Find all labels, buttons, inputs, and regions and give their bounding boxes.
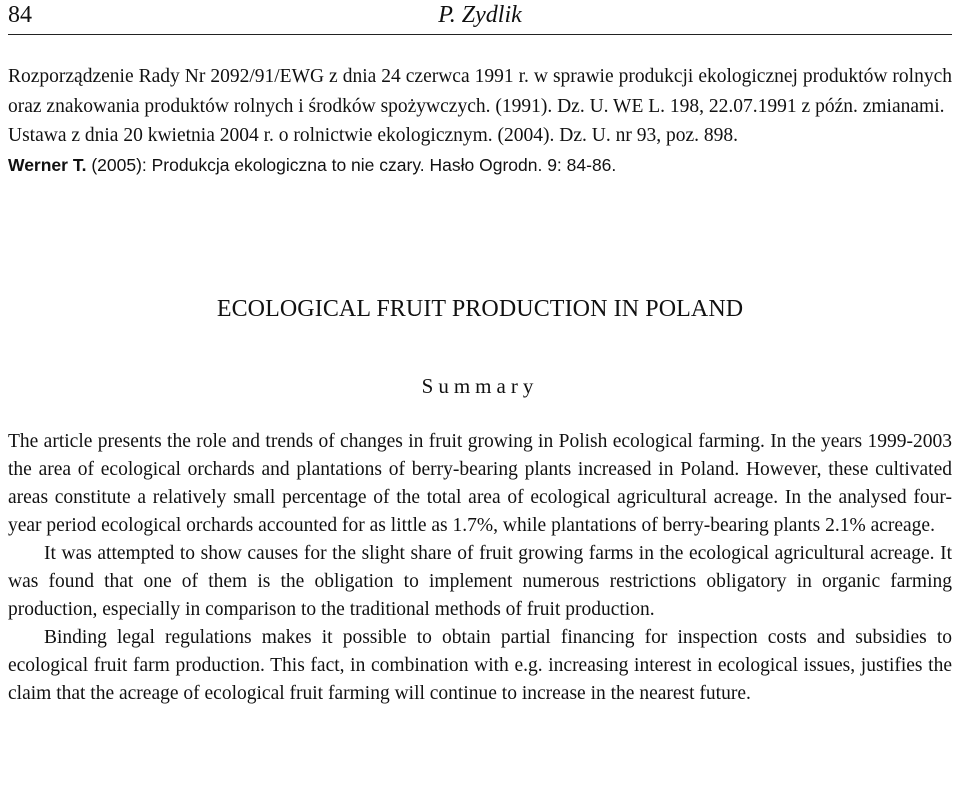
reference-text: Rozporządzenie Rady Nr 2092/91/EWG z dnia 24 czerwca 1991 r. w sprawie produkcji ekologicznej produktów rolnych oraz znakowania produktów rolnych i środków spożywczych. (1991). Dz. U. WE L. 198, 22.07.1991 z późn. zmianami.	[8, 66, 952, 117]
summary-heading: Summary	[421, 374, 539, 398]
summary-body	[8, 428, 952, 708]
running-head: P. Zydlik	[438, 2, 522, 28]
reference-text: Ustawa z dnia 20 kwietnia 2004 r. o rolnictwie ekologicznym. (2004). Dz. U. nr 93, poz. 898.	[8, 125, 739, 146]
page-number: 84	[8, 2, 32, 28]
page-header	[8, 0, 952, 35]
summary-paragraph: The article presents the role and trends of changes in fruit growing in Polish ecological farming. In the years 1999-2003 the area of ecological orchards and plantations of berry-bearing plants increased in Poland. However, these cultivated areas constitute a relatively small percentage of the total area of ecological agricultural acreage. In the analysed four-year period ecological orchards accounted for as little as 1.7%, while plantations of berry-bearing plants 2.1% acreage.	[8, 431, 952, 536]
reference-item	[8, 151, 952, 181]
summary-paragraph: It was attempted to show causes for the slight share of fruit growing farms in the ecological agricultural acreage. It was found that one of them is the obligation to implement numerous restrictions obligatory in organic farming production, especially in comparison to the traditional methods of fruit production.	[8, 543, 952, 620]
reference-item	[8, 121, 952, 151]
summary-paragraph: Binding legal regulations makes it possible to obtain partial financing for inspection costs and subsidies to ecological fruit farm production. This fact, in combination with e.g. increasing interest in ecological issues, justifies the claim that the acreage of ecological fruit farming will continue to increase in the nearest future.	[8, 627, 952, 704]
reference-list	[8, 62, 952, 180]
reference-item	[8, 62, 952, 121]
reference-text: (2005): Produkcja ekologiczna to nie czary. Hasło Ogrodn. 9: 84-86.	[86, 154, 617, 175]
article-title: ECOLOGICAL FRUIT PRODUCTION IN POLAND	[216, 296, 744, 322]
reference-author: Werner T.	[8, 154, 87, 175]
